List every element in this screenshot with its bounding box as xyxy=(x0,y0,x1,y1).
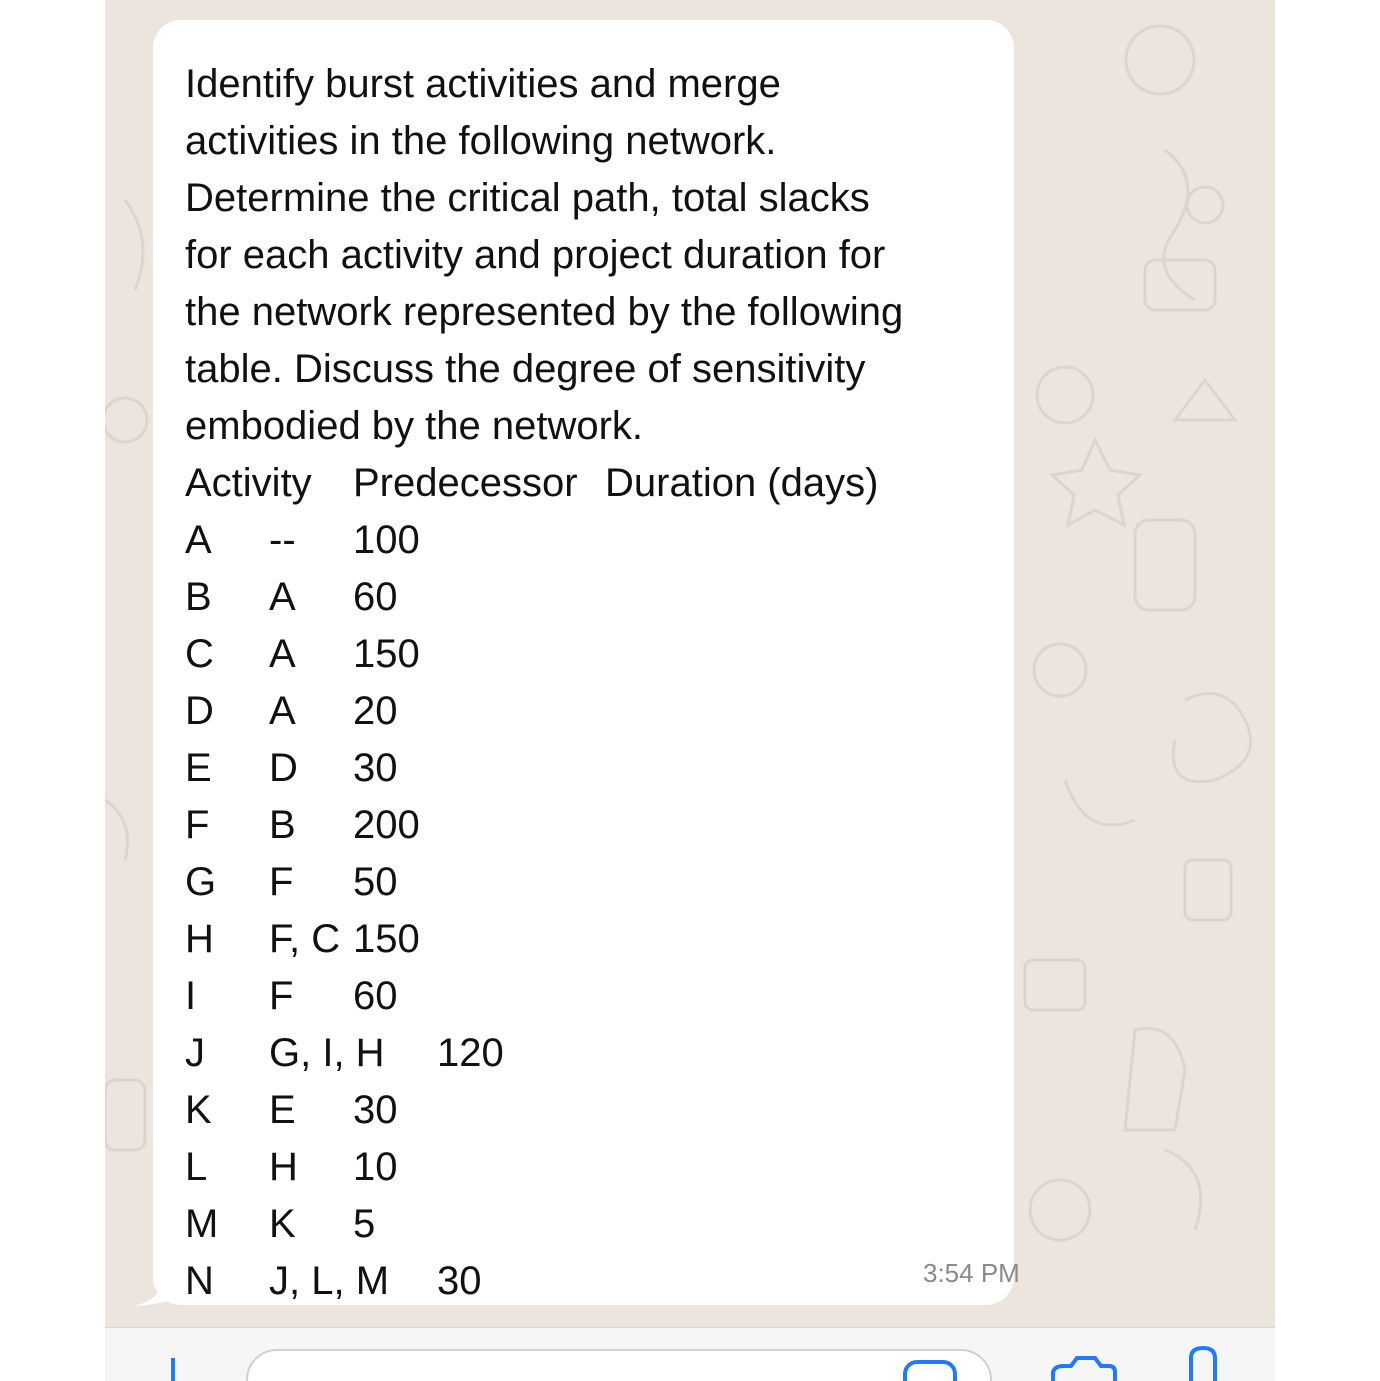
table-header-row xyxy=(185,455,985,512)
message-text xyxy=(185,56,985,1310)
predecessor-cell: F xyxy=(269,974,294,1018)
predecessor-cell: A xyxy=(269,575,296,619)
message-line: embodied by the network. xyxy=(185,404,644,448)
duration-cell: 10 xyxy=(353,1145,398,1189)
activity-cell: N xyxy=(185,1259,214,1303)
camera-icon[interactable] xyxy=(1053,1358,1115,1381)
message-line: Determine the critical path, total slacks xyxy=(185,176,870,220)
microphone-icon[interactable] xyxy=(1191,1348,1215,1381)
table-row xyxy=(185,683,985,740)
duration-cell: 100 xyxy=(353,518,420,562)
activity-cell: G xyxy=(185,860,217,904)
header-duration: Duration (days) xyxy=(605,461,879,505)
table-row xyxy=(185,1253,985,1310)
message-timestamp: 3:54 PM xyxy=(923,1258,1020,1288)
predecessor-cell: A xyxy=(269,689,296,733)
table-row xyxy=(185,911,985,968)
add-icon[interactable] xyxy=(171,1358,175,1381)
predecessor-cell: K xyxy=(269,1202,296,1246)
table-row xyxy=(185,1025,985,1082)
activity-cell: L xyxy=(185,1145,208,1189)
predecessor-cell: H xyxy=(269,1145,298,1189)
table-row xyxy=(185,569,985,626)
header-activity: Activity xyxy=(185,461,312,505)
duration-cell: 30 xyxy=(353,1088,398,1132)
predecessor-cell: -- xyxy=(269,518,296,562)
activity-cell: C xyxy=(185,632,214,676)
duration-cell: 150 xyxy=(353,917,420,961)
duration-cell: 60 xyxy=(353,974,398,1018)
activity-cell: K xyxy=(185,1088,212,1132)
chat-area xyxy=(105,0,1275,1327)
message-line: the network represented by the following xyxy=(185,290,904,334)
duration-cell: 60 xyxy=(353,575,398,619)
predecessor-cell: G, I, H xyxy=(269,1031,385,1075)
predecessor-cell: F xyxy=(269,860,294,904)
predecessor-cell: J, L, M xyxy=(269,1259,390,1303)
activity-cell: I xyxy=(185,974,197,1018)
message-line: Identify burst activities and merge xyxy=(185,62,781,106)
table-row xyxy=(185,1082,985,1139)
duration-cell: 5 xyxy=(353,1202,376,1246)
table-row xyxy=(185,1196,985,1253)
message-input-bar xyxy=(105,1327,1275,1381)
table-row xyxy=(185,512,985,569)
table-row xyxy=(185,797,985,854)
table-row xyxy=(185,854,985,911)
table-row xyxy=(185,968,985,1025)
predecessor-cell: E xyxy=(269,1088,296,1132)
duration-cell: 30 xyxy=(437,1259,482,1303)
activity-cell: F xyxy=(185,803,210,847)
message-line: activities in the following network. xyxy=(185,119,777,163)
duration-cell: 20 xyxy=(353,689,398,733)
table-row xyxy=(185,740,985,797)
activity-cell: A xyxy=(185,518,212,562)
duration-cell: 200 xyxy=(353,803,420,847)
predecessor-cell: D xyxy=(269,746,298,790)
header-predecessor: Predecessor xyxy=(353,461,578,505)
table-row xyxy=(185,1139,985,1196)
activity-cell: H xyxy=(185,917,214,961)
message-input[interactable] xyxy=(247,1350,991,1381)
activity-cell: E xyxy=(185,746,212,790)
activity-cell: D xyxy=(185,689,214,733)
duration-cell: 120 xyxy=(437,1031,504,1075)
predecessor-cell: F, C xyxy=(269,917,341,961)
message-line: table. Discuss the degree of sensitivity xyxy=(185,347,866,391)
message-bubble[interactable] xyxy=(153,20,1020,1305)
table-row xyxy=(185,626,985,683)
activity-cell: J xyxy=(185,1031,205,1075)
predecessor-cell: B xyxy=(269,803,296,847)
duration-cell: 30 xyxy=(353,746,398,790)
duration-cell: 150 xyxy=(353,632,420,676)
duration-cell: 50 xyxy=(353,860,398,904)
message-line: for each activity and project duration for xyxy=(185,233,886,277)
activity-cell: B xyxy=(185,575,212,619)
activity-cell: M xyxy=(185,1202,219,1246)
predecessor-cell: A xyxy=(269,632,296,676)
